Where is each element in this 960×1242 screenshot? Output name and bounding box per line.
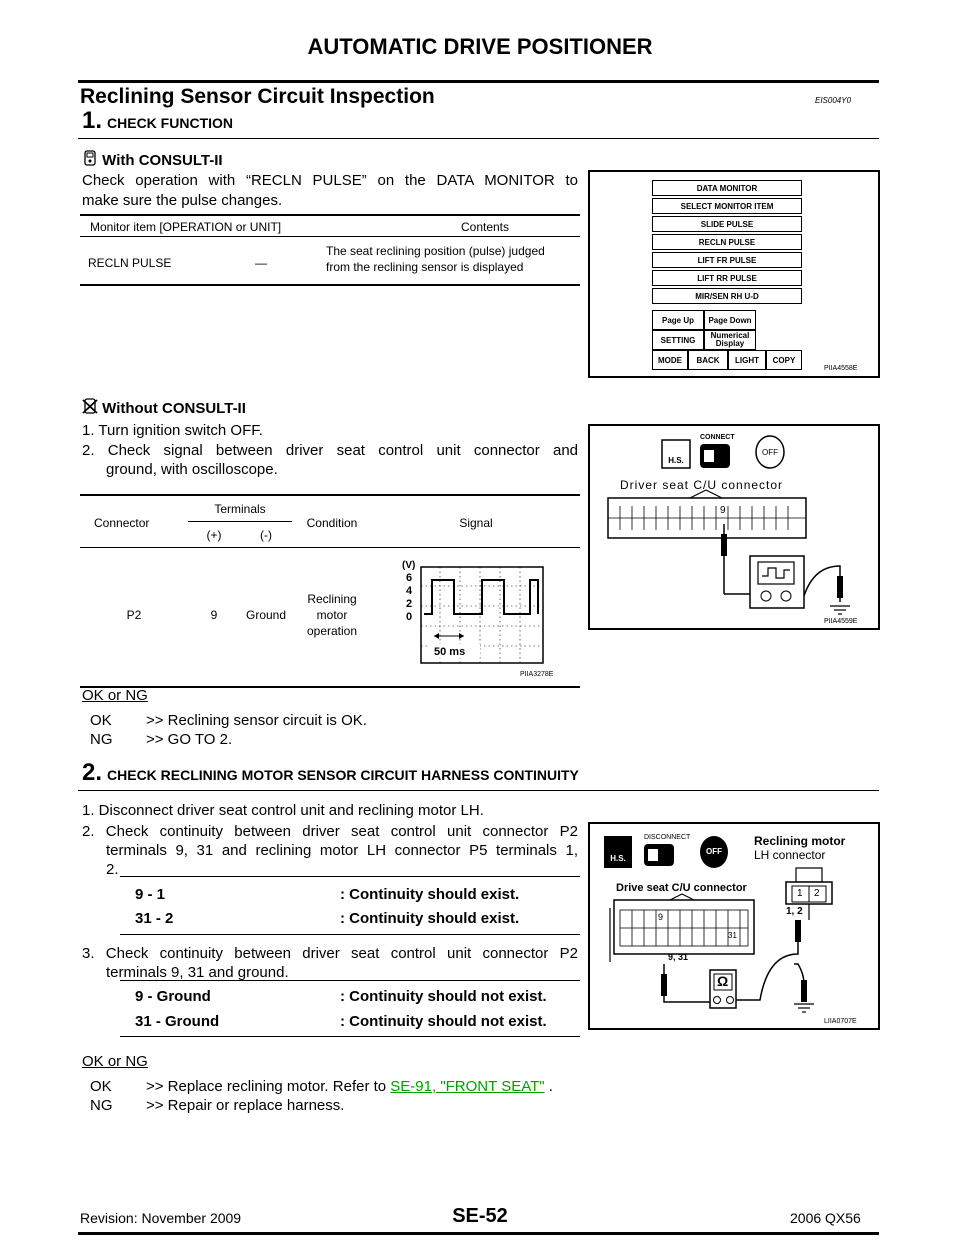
connector-1-drawing xyxy=(590,426,878,628)
step-2-ok-ng: OK or NG xyxy=(82,1053,148,1070)
step-1-ng-label: NG xyxy=(90,731,113,748)
step-2-heading xyxy=(82,759,579,787)
data-monitor-figure xyxy=(588,170,880,378)
connector-2-drawing xyxy=(590,824,878,1028)
conn2-p931: 9, 31 xyxy=(668,952,689,962)
scope-y2: 2 xyxy=(406,598,413,610)
cont-rule-4 xyxy=(120,1036,580,1037)
step-2-ok-end: . xyxy=(544,1078,553,1095)
r-condition-3: operation xyxy=(306,624,358,638)
dm-figure-code: PIIA4558E xyxy=(824,365,858,372)
r-connector: P2 xyxy=(126,608,142,622)
cont-1-result: : Continuity should exist. xyxy=(340,886,520,903)
step-1-number: 1. xyxy=(82,107,103,134)
dm-page-up: Page Up xyxy=(652,310,704,330)
cont-1-pins: 9 - 1 xyxy=(135,886,166,903)
r-condition-2: motor xyxy=(316,608,348,622)
step-2-ng-text: >> Repair or replace harness. xyxy=(146,1097,345,1114)
revision-date: Revision: November 2009 xyxy=(80,1210,242,1226)
conn2-off: OFF xyxy=(706,847,722,856)
conn2-code: LIIA0707E xyxy=(824,1018,857,1025)
cont-4-result: : Continuity should not exist. xyxy=(340,1013,547,1030)
step-1-rule xyxy=(78,138,879,139)
conn2-pin31: 31 xyxy=(728,931,737,940)
connector-figure-2 xyxy=(588,822,880,1030)
step-2-s2b: terminals 9, 31 and reclining motor LH connector P5 terminals 1, xyxy=(106,842,578,859)
step-2-ok-text: >> Replace reclining motor. Refer to xyxy=(146,1078,387,1095)
dm-item-1: RECLN PULSE xyxy=(652,234,802,250)
step-1-title: CHECK FUNCTION xyxy=(107,115,234,131)
h-connector: Connector xyxy=(94,516,150,530)
monitor-table-header-rule xyxy=(80,236,580,237)
cont-3-result: : Continuity should not exist. xyxy=(340,988,547,1005)
conn1-hs: H.S. xyxy=(668,456,684,465)
h-plus: (+) xyxy=(206,528,222,542)
step-1-ok-label: OK xyxy=(90,712,112,729)
r-minus: Ground xyxy=(245,608,287,622)
signal-header-rule xyxy=(80,547,580,548)
scope-time: 50 ms xyxy=(434,646,466,658)
step-2-title: CHECK RECLINING MOTOR SENSOR CIRCUIT HARNESS CONTINUITY xyxy=(107,767,579,783)
dm-back: BACK xyxy=(688,350,728,370)
conn1-off: OFF xyxy=(762,448,778,457)
conn2-pin9: 9 xyxy=(658,912,664,922)
footer-rule xyxy=(78,1232,879,1235)
scope-code: PIIA3278E xyxy=(520,671,554,678)
step-1-ok-ng: OK or NG xyxy=(82,687,148,704)
step-2-ng-label: NG xyxy=(90,1097,113,1114)
step-2-ok-label: OK xyxy=(90,1078,112,1095)
dm-item-3: LIFT RR PULSE xyxy=(652,270,802,286)
conn2-motor-1: Reclining motor xyxy=(754,834,846,848)
without-step-2a: 2. Check signal between driver seat control unit connector and xyxy=(82,442,578,459)
cont-2-pins: 31 - 2 xyxy=(135,910,174,927)
without-consult-label: Without CONSULT-II xyxy=(102,399,246,417)
h-terminals: Terminals xyxy=(214,502,266,516)
step-2-s2c: 2. xyxy=(106,861,119,878)
step-1-heading xyxy=(82,107,233,135)
connector-figure-1 xyxy=(588,424,880,630)
step-2-ok-line xyxy=(146,1077,553,1097)
monitor-col-item: Monitor item [OPERATION or UNIT] xyxy=(90,220,282,234)
without-consult-line xyxy=(82,398,246,420)
dm-display: Display xyxy=(715,339,745,348)
conn2-hs: H.S. xyxy=(610,854,626,863)
signal-table xyxy=(80,494,580,688)
model-year: 2006 QX56 xyxy=(790,1210,861,1226)
cont-3-pins: 9 - Ground xyxy=(135,988,211,1005)
conn2-disconnect: DISCONNECT xyxy=(644,834,691,841)
dm-page-down: Page Down xyxy=(704,310,756,330)
step-2-rule xyxy=(78,790,879,791)
dm-numerical: Numerical xyxy=(710,331,750,340)
step-2-s2a: 2. Check continuity between driver seat control unit connector P2 xyxy=(82,823,578,840)
conn2-p1: 1 xyxy=(797,888,803,899)
dm-title: DATA MONITOR xyxy=(652,180,802,196)
with-consult-label: With CONSULT-II xyxy=(102,151,223,169)
dm-mode: MODE xyxy=(652,350,688,370)
page-number: SE-52 xyxy=(452,1205,508,1227)
section-code: EIS004Y0 xyxy=(815,96,852,105)
front-seat-link[interactable]: SE-91, "FRONT SEAT" xyxy=(390,1078,545,1095)
step-2-s3a: 3. Check continuity between driver seat control unit connector P2 xyxy=(82,945,578,962)
dm-item-0: SLIDE PULSE xyxy=(652,216,802,232)
with-consult-line xyxy=(82,150,223,172)
monitor-table xyxy=(80,214,580,286)
step-2-s1: 1. Disconnect driver seat control unit and reclining motor LH. xyxy=(82,802,484,819)
scope-y4: 4 xyxy=(406,585,413,597)
conn2-p12: 1, 2 xyxy=(786,906,803,917)
cont-4-pins: 31 - Ground xyxy=(135,1013,220,1030)
monitor-row-item: RECLN PULSE xyxy=(88,256,172,270)
step-2-number: 2. xyxy=(82,759,103,786)
dm-item-2: LIFT FR PULSE xyxy=(652,252,802,268)
cont-rule-1 xyxy=(120,876,580,877)
terminals-subrule xyxy=(188,521,292,522)
monitor-col-contents: Contents xyxy=(460,220,510,234)
scope-y0: 0 xyxy=(406,611,413,623)
monitor-row-contents-1: The seat reclining position (pulse) judged xyxy=(326,244,545,258)
no-consult-icon xyxy=(82,398,98,420)
dm-light: LIGHT xyxy=(728,350,766,370)
ohm-icon: Ω xyxy=(717,973,729,989)
scope-y6: 6 xyxy=(406,572,413,584)
with-consult-text-1: Check operation with “RECLN PULSE” on the DATA MONITOR to xyxy=(82,172,578,189)
conn2-cu-label: Drive seat C/U connector xyxy=(616,882,747,894)
dm-item-4: MIR/SEN RH U-D xyxy=(652,288,802,304)
conn1-label: Driver seat C/U connector xyxy=(620,478,784,492)
conn2-motor-2: LH connector xyxy=(754,848,826,862)
step-1-ng-text: >> GO TO 2. xyxy=(146,731,233,748)
conn1-pin: 9 xyxy=(720,505,726,516)
with-consult-text-2: make sure the pulse changes. xyxy=(82,192,283,209)
cont-rule-2 xyxy=(120,934,580,935)
dm-numerical-display xyxy=(704,330,756,350)
h-condition: Condition xyxy=(306,516,358,530)
consult-tool-icon xyxy=(82,150,98,172)
without-step-1: 1. Turn ignition switch OFF. xyxy=(82,422,263,439)
dm-setting: SETTING xyxy=(652,330,704,350)
cont-rule-3 xyxy=(120,980,580,981)
h-signal: Signal xyxy=(459,516,493,530)
step-1-ok-text: >> Reclining sensor circuit is OK. xyxy=(146,712,367,729)
r-condition-1: Reclining xyxy=(307,592,357,606)
conn2-p2: 2 xyxy=(814,888,820,899)
h-minus: (-) xyxy=(260,528,272,542)
step-2-s3b: terminals 9, 31 and ground. xyxy=(106,964,289,981)
section-title: Reclining Sensor Circuit Inspection xyxy=(80,85,435,108)
header-rule xyxy=(78,80,879,83)
cont-2-result: : Continuity should exist. xyxy=(340,910,520,927)
scope-unit: (V) xyxy=(402,560,416,571)
dm-subtitle: SELECT MONITOR ITEM xyxy=(652,198,802,214)
monitor-row-contents-2: from the reclining sensor is displayed xyxy=(326,260,524,274)
dm-copy: COPY xyxy=(766,350,802,370)
conn1-code: PIIA4559E xyxy=(824,618,858,625)
monitor-row-unit: — xyxy=(255,256,267,270)
page-header-title: AUTOMATIC DRIVE POSITIONER xyxy=(307,34,653,59)
r-plus: 9 xyxy=(210,608,218,622)
conn1-connect: CONNECT xyxy=(700,434,735,441)
without-step-2b: ground, with oscilloscope. xyxy=(106,461,278,478)
